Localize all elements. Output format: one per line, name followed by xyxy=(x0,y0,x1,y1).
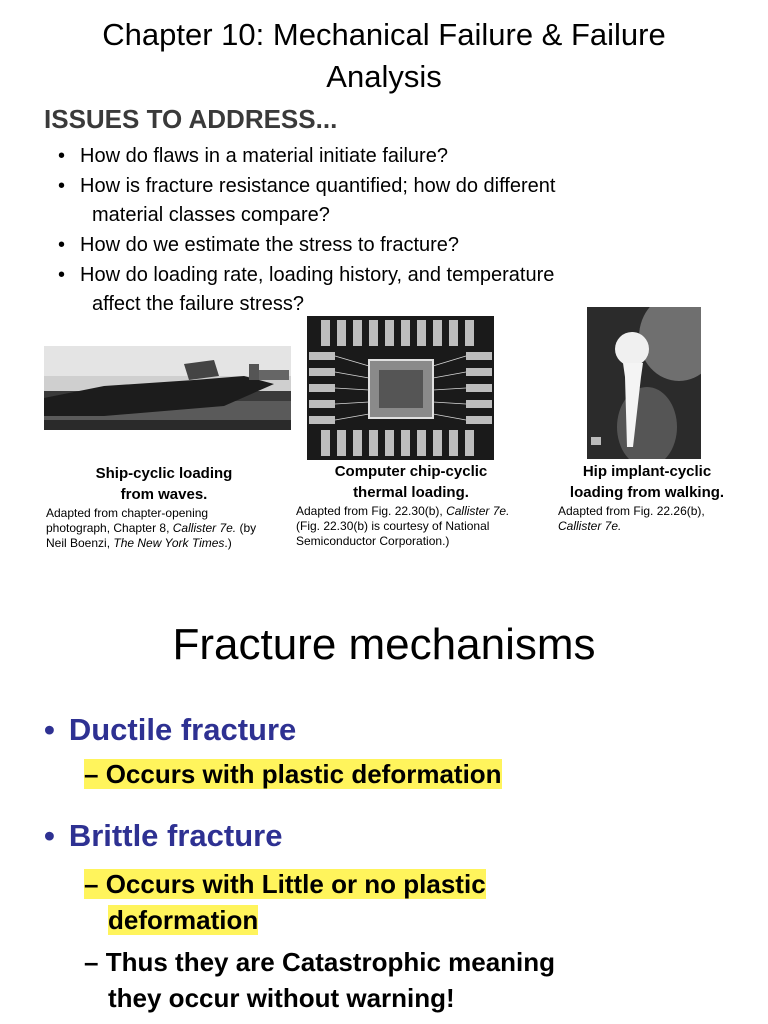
issue-text-cont: affect the failure stress? xyxy=(92,293,304,315)
issue-text: How do loading rate, loading history, and temperature xyxy=(80,264,555,286)
brittle-sub-1 xyxy=(84,866,724,938)
ductile-heading-text: Ductile fracture xyxy=(68,712,297,747)
ship-caption-line-2: from waves. xyxy=(120,486,208,503)
ship-credit-2c: (by xyxy=(236,521,257,535)
slide-title xyxy=(0,14,768,98)
ductile-heading xyxy=(44,712,296,748)
brittle-heading-text: Brittle fracture xyxy=(68,818,283,853)
chip-credit-1a: Adapted from Fig. 22.30(b), xyxy=(296,504,447,518)
chip-credit-line-1 xyxy=(296,504,536,519)
hip-caption xyxy=(552,461,742,503)
issue-text: How is fracture resistance quantified; how do different xyxy=(80,175,556,197)
ship-credit xyxy=(46,506,286,551)
hip-caption-line-2: loading from walking. xyxy=(569,484,725,501)
hip-caption-line-1: Hip implant-cyclic xyxy=(582,463,712,480)
chip-image xyxy=(307,316,494,460)
ductile-sub-text: Occurs with plastic deformation xyxy=(105,759,502,789)
ship-credit-line-2 xyxy=(46,521,286,536)
chip-credit-line-3: Semiconductor Corporation.) xyxy=(296,534,450,548)
issue-item xyxy=(58,231,718,260)
issue-item xyxy=(58,172,718,230)
ship-credit-2b: Callister 7e. xyxy=(172,521,237,535)
issue-text: How do we estimate the stress to fracture? xyxy=(80,234,460,256)
hip-credit xyxy=(558,504,748,534)
ship-credit-3a: Neil Boenzi, xyxy=(46,536,114,550)
dash-icon: – xyxy=(84,759,99,789)
dash-icon: – xyxy=(84,869,99,899)
section-title: Fracture mechanisms xyxy=(172,620,596,669)
chip-credit-line-2: (Fig. 22.30(b) is courtesy of National xyxy=(296,519,490,533)
ship-credit-line-1: Adapted from chapter-opening xyxy=(46,506,209,520)
ship-image xyxy=(44,346,291,430)
brittle-sub-2 xyxy=(84,944,724,1016)
ship-photo xyxy=(44,346,291,430)
hip-credit-line-1: Adapted from Fig. 22.26(b), xyxy=(558,504,705,518)
bullet-icon: • xyxy=(58,234,66,256)
chip-caption xyxy=(296,461,526,503)
issues-heading: ISSUES TO ADDRESS... xyxy=(44,104,338,134)
brittle-heading xyxy=(44,818,282,854)
ship-credit-2a: photograph, Chapter 8, xyxy=(46,521,173,535)
brittle-sub-2-line-2: they occur without warning! xyxy=(108,983,455,1013)
brittle-sub-1-line-2: deformation xyxy=(108,905,259,935)
issue-text: How do flaws in a material initiate failure? xyxy=(80,145,448,167)
bullet-icon: • xyxy=(58,264,66,286)
hip-credit-line-2 xyxy=(558,519,748,534)
chip-credit xyxy=(296,504,536,549)
bullet-icon: • xyxy=(44,818,55,853)
chip-credit-1b: Callister 7e. xyxy=(446,504,510,518)
issue-item xyxy=(58,142,718,171)
brittle-sub-1-line-1 xyxy=(84,869,486,899)
brittle-sub-1-text: Occurs with Little or no plastic xyxy=(105,869,486,899)
ship-credit-3c: .) xyxy=(224,536,232,550)
chip-caption-line-1: Computer chip-cyclic xyxy=(334,463,488,480)
ship-credit-line-3 xyxy=(46,536,286,551)
issue-text-cont: material classes compare? xyxy=(92,204,330,226)
chip-caption-line-2: thermal loading. xyxy=(353,484,469,501)
ship-caption-line-1: Ship-cyclic loading xyxy=(95,465,233,482)
brittle-sub-2-line-1: Thus they are Catastrophic meaning xyxy=(105,947,556,977)
bullet-icon: • xyxy=(58,175,66,197)
ductile-sub xyxy=(84,756,502,792)
hip-photo xyxy=(587,307,701,459)
bullet-icon: • xyxy=(44,712,55,747)
hip-image xyxy=(587,307,701,459)
ship-credit-3b: The New York Times xyxy=(113,536,225,550)
bullet-icon: • xyxy=(58,145,66,167)
dash-icon: – xyxy=(84,947,99,977)
hip-credit-2a: Callister 7e. xyxy=(558,519,622,533)
ship-caption xyxy=(44,463,284,505)
ductile-sub-highlight xyxy=(84,759,502,789)
title-line-2: Analysis xyxy=(326,59,442,94)
title-line-1: Chapter 10: Mechanical Failure & Failure xyxy=(102,17,666,52)
chip-photo xyxy=(307,316,494,460)
issues-list xyxy=(58,142,718,320)
